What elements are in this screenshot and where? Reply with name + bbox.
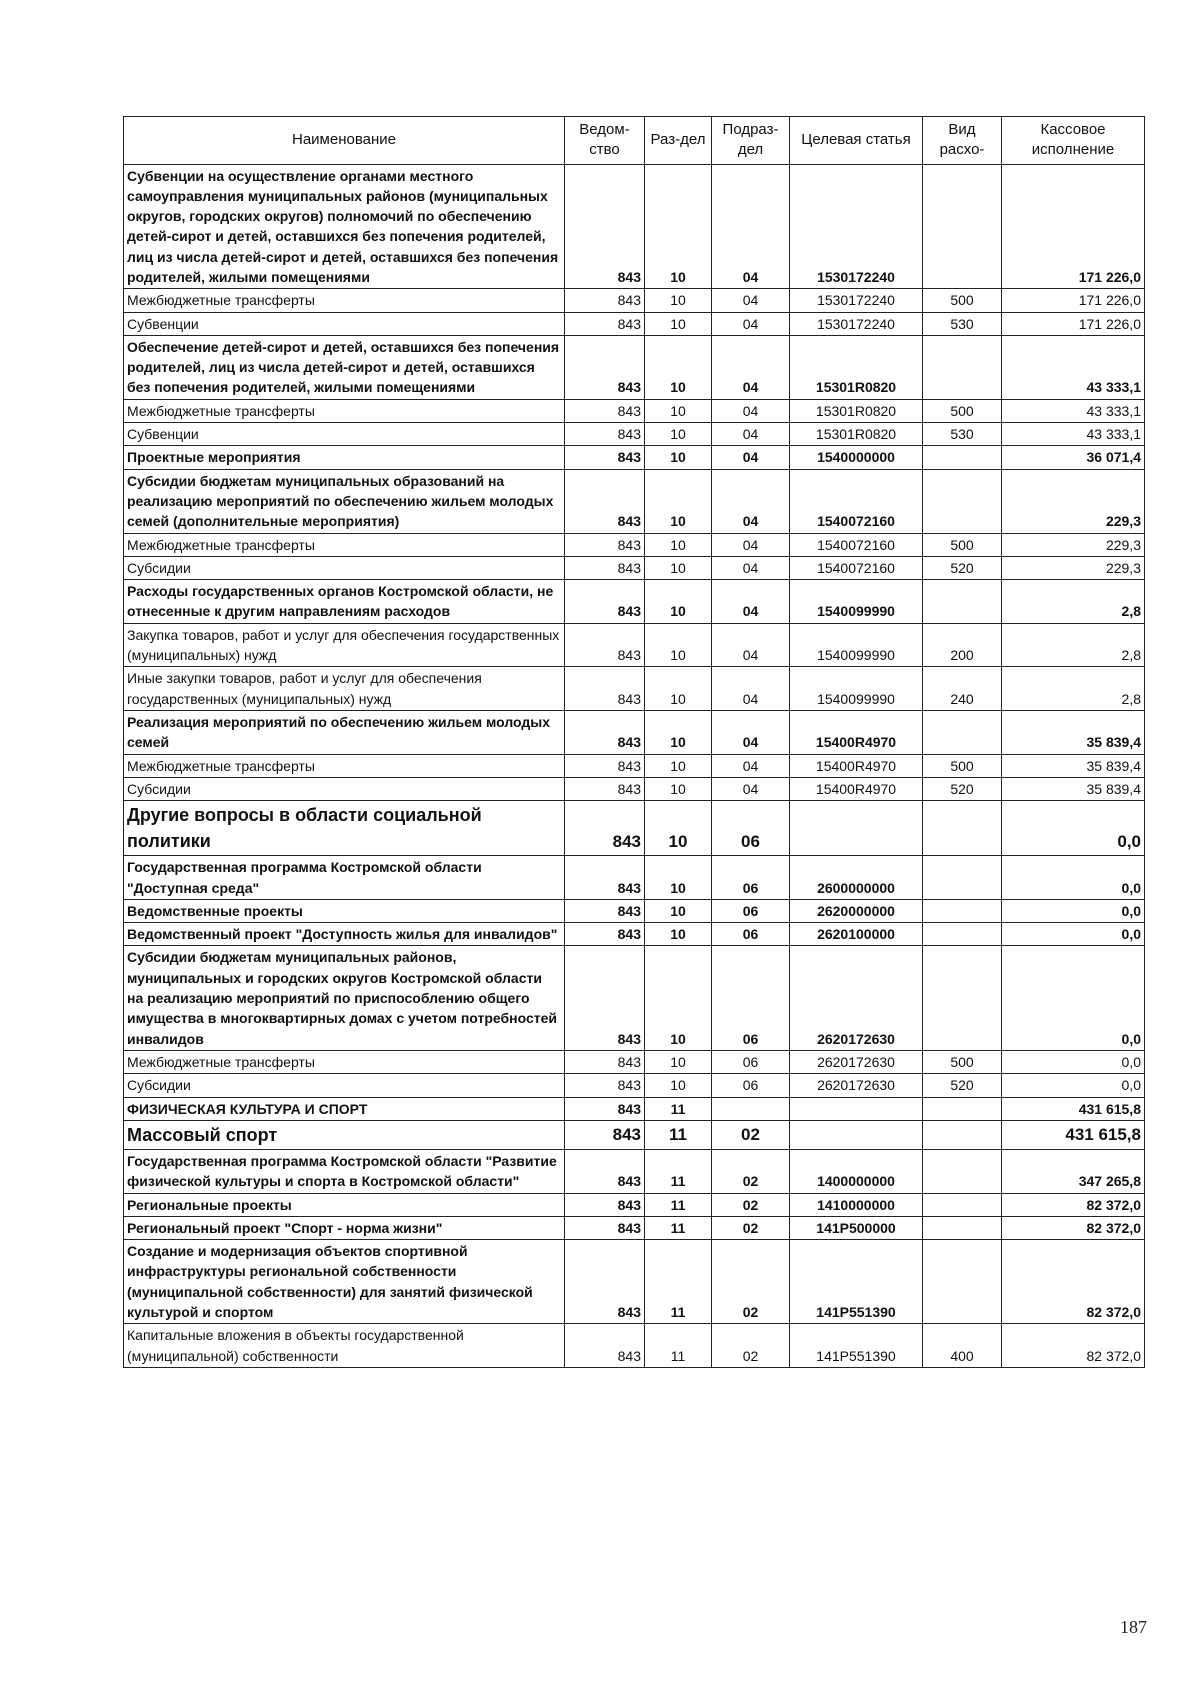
row-podrazdel: 04 bbox=[712, 423, 790, 446]
row-celevaya-statya: 1530172240 bbox=[790, 312, 923, 335]
row-vedomstvo: 843 bbox=[565, 667, 645, 711]
row-razdel: 10 bbox=[645, 946, 712, 1050]
row-name: Проектные мероприятия bbox=[124, 446, 565, 469]
header-kassovoe-ispolnenie: Кассовое исполнение bbox=[1002, 117, 1145, 165]
header-razdel: Раз-дел bbox=[645, 117, 712, 165]
row-podrazdel: 04 bbox=[712, 312, 790, 335]
row-vedomstvo: 843 bbox=[565, 399, 645, 422]
row-summa: 431 615,8 bbox=[1002, 1120, 1145, 1149]
row-vedomstvo: 843 bbox=[565, 1240, 645, 1324]
row-name: Ведомственный проект "Доступность жилья для инвалидов" bbox=[124, 923, 565, 946]
row-name: Субсидии bbox=[124, 1074, 565, 1097]
table-row bbox=[124, 1120, 1145, 1149]
row-name: Субсидии bbox=[124, 777, 565, 800]
row-razdel: 10 bbox=[645, 469, 712, 533]
row-name: Государственная программа Костромской области "Доступная среда" bbox=[124, 856, 565, 900]
row-razdel: 11 bbox=[645, 1216, 712, 1239]
row-vid-rashodov bbox=[923, 1240, 1002, 1324]
table-row bbox=[124, 1216, 1145, 1239]
row-vedomstvo: 843 bbox=[565, 1050, 645, 1073]
header-podrazdel: Подраз-дел bbox=[712, 117, 790, 165]
row-podrazdel: 06 bbox=[712, 856, 790, 900]
row-name: Ведомственные проекты bbox=[124, 899, 565, 922]
row-celevaya-statya bbox=[790, 1120, 923, 1149]
row-podrazdel: 02 bbox=[712, 1324, 790, 1368]
row-summa: 171 226,0 bbox=[1002, 164, 1145, 289]
header-vid-rashodov: Вид расхо- bbox=[923, 117, 1002, 165]
row-vedomstvo: 843 bbox=[565, 946, 645, 1050]
row-name: Субвенции bbox=[124, 312, 565, 335]
row-celevaya-statya: 15301R0820 bbox=[790, 423, 923, 446]
row-celevaya-statya: 2620172630 bbox=[790, 1050, 923, 1073]
row-vedomstvo: 843 bbox=[565, 1097, 645, 1120]
row-razdel: 11 bbox=[645, 1149, 712, 1193]
table-row bbox=[124, 164, 1145, 289]
table-row bbox=[124, 446, 1145, 469]
table-row bbox=[124, 1050, 1145, 1073]
row-summa: 35 839,4 bbox=[1002, 710, 1145, 754]
row-vedomstvo: 843 bbox=[565, 423, 645, 446]
row-vedomstvo: 843 bbox=[565, 469, 645, 533]
row-summa: 36 071,4 bbox=[1002, 446, 1145, 469]
row-celevaya-statya: 2620172630 bbox=[790, 1074, 923, 1097]
row-razdel: 10 bbox=[645, 710, 712, 754]
row-vedomstvo: 843 bbox=[565, 1149, 645, 1193]
row-vid-rashodov: 500 bbox=[923, 1050, 1002, 1073]
row-razdel: 10 bbox=[645, 335, 712, 399]
row-vid-rashodov bbox=[923, 1216, 1002, 1239]
row-vedomstvo: 843 bbox=[565, 754, 645, 777]
table-row bbox=[124, 533, 1145, 556]
row-celevaya-statya: 1540000000 bbox=[790, 446, 923, 469]
row-vedomstvo: 843 bbox=[565, 335, 645, 399]
row-celevaya-statya: 141P551390 bbox=[790, 1324, 923, 1368]
row-razdel: 10 bbox=[645, 923, 712, 946]
table-row bbox=[124, 556, 1145, 579]
row-celevaya-statya: 15400R4970 bbox=[790, 754, 923, 777]
row-razdel: 10 bbox=[645, 754, 712, 777]
row-razdel: 11 bbox=[645, 1240, 712, 1324]
row-name: Расходы государственных органов Костромской области, не отнесенные к другим направлениям расходов bbox=[124, 580, 565, 624]
row-vid-rashodov: 530 bbox=[923, 423, 1002, 446]
row-summa: 82 372,0 bbox=[1002, 1193, 1145, 1216]
row-name: Массовый спорт bbox=[124, 1120, 565, 1149]
row-razdel: 10 bbox=[645, 667, 712, 711]
table-row bbox=[124, 423, 1145, 446]
row-razdel: 11 bbox=[645, 1120, 712, 1149]
page-number: 187 bbox=[1120, 1617, 1147, 1637]
row-summa: 35 839,4 bbox=[1002, 754, 1145, 777]
row-vedomstvo: 843 bbox=[565, 899, 645, 922]
row-vid-rashodov: 500 bbox=[923, 533, 1002, 556]
row-vedomstvo: 843 bbox=[565, 1074, 645, 1097]
row-vedomstvo: 843 bbox=[565, 446, 645, 469]
row-vedomstvo: 843 bbox=[565, 1120, 645, 1149]
row-vid-rashodov bbox=[923, 164, 1002, 289]
row-name: Межбюджетные трансферты bbox=[124, 1050, 565, 1073]
row-podrazdel bbox=[712, 1097, 790, 1120]
table-row bbox=[124, 1240, 1145, 1324]
row-podrazdel: 04 bbox=[712, 469, 790, 533]
row-podrazdel: 04 bbox=[712, 580, 790, 624]
row-celevaya-statya: 1540099990 bbox=[790, 580, 923, 624]
row-razdel: 10 bbox=[645, 399, 712, 422]
row-podrazdel: 06 bbox=[712, 899, 790, 922]
row-name: Субсидии бюджетам муниципальных образований на реализацию мероприятий по обеспечению жильем молодых семей (дополнительные мероприятия) bbox=[124, 469, 565, 533]
table-row bbox=[124, 1149, 1145, 1193]
table-row bbox=[124, 856, 1145, 900]
row-name: Региональный проект "Спорт - норма жизни" bbox=[124, 1216, 565, 1239]
row-podrazdel: 02 bbox=[712, 1149, 790, 1193]
row-razdel: 10 bbox=[645, 423, 712, 446]
row-podrazdel: 02 bbox=[712, 1193, 790, 1216]
row-podrazdel: 02 bbox=[712, 1216, 790, 1239]
row-razdel: 10 bbox=[645, 777, 712, 800]
row-summa: 82 372,0 bbox=[1002, 1216, 1145, 1239]
row-vid-rashodov bbox=[923, 1097, 1002, 1120]
table-row bbox=[124, 1074, 1145, 1097]
row-summa: 0,0 bbox=[1002, 923, 1145, 946]
row-razdel: 10 bbox=[645, 556, 712, 579]
table-row bbox=[124, 923, 1145, 946]
row-name: Межбюджетные трансферты bbox=[124, 754, 565, 777]
row-celevaya-statya: 15301R0820 bbox=[790, 399, 923, 422]
row-name: Региональные проекты bbox=[124, 1193, 565, 1216]
row-vedomstvo: 843 bbox=[565, 164, 645, 289]
row-podrazdel: 04 bbox=[712, 710, 790, 754]
row-summa: 347 265,8 bbox=[1002, 1149, 1145, 1193]
row-vedomstvo: 843 bbox=[565, 923, 645, 946]
table-row bbox=[124, 399, 1145, 422]
table-row bbox=[124, 1193, 1145, 1216]
row-vid-rashodov bbox=[923, 710, 1002, 754]
row-vid-rashodov bbox=[923, 1120, 1002, 1149]
row-vedomstvo: 843 bbox=[565, 1193, 645, 1216]
table-row bbox=[124, 289, 1145, 312]
row-razdel: 10 bbox=[645, 580, 712, 624]
row-summa: 2,8 bbox=[1002, 580, 1145, 624]
row-vid-rashodov bbox=[923, 1193, 1002, 1216]
row-vid-rashodov bbox=[923, 946, 1002, 1050]
row-vedomstvo: 843 bbox=[565, 623, 645, 667]
row-podrazdel: 04 bbox=[712, 289, 790, 312]
row-summa: 0,0 bbox=[1002, 856, 1145, 900]
table-row bbox=[124, 754, 1145, 777]
row-summa: 431 615,8 bbox=[1002, 1097, 1145, 1120]
row-podrazdel: 04 bbox=[712, 446, 790, 469]
row-razdel: 11 bbox=[645, 1324, 712, 1368]
row-name: Межбюджетные трансферты bbox=[124, 289, 565, 312]
row-vedomstvo: 843 bbox=[565, 1324, 645, 1368]
table-row bbox=[124, 801, 1145, 856]
row-vid-rashodov: 500 bbox=[923, 289, 1002, 312]
row-name: Межбюджетные трансферты bbox=[124, 399, 565, 422]
row-celevaya-statya: 2620172630 bbox=[790, 946, 923, 1050]
row-summa: 171 226,0 bbox=[1002, 289, 1145, 312]
row-razdel: 10 bbox=[645, 1074, 712, 1097]
row-podrazdel: 04 bbox=[712, 667, 790, 711]
table-row bbox=[124, 1097, 1145, 1120]
row-vedomstvo: 843 bbox=[565, 710, 645, 754]
row-razdel: 11 bbox=[645, 1097, 712, 1120]
row-razdel: 10 bbox=[645, 533, 712, 556]
row-summa: 43 333,1 bbox=[1002, 423, 1145, 446]
row-razdel: 10 bbox=[645, 164, 712, 289]
row-razdel: 10 bbox=[645, 899, 712, 922]
row-vid-rashodov: 520 bbox=[923, 556, 1002, 579]
row-summa: 82 372,0 bbox=[1002, 1240, 1145, 1324]
row-vid-rashodov: 520 bbox=[923, 777, 1002, 800]
row-vedomstvo: 843 bbox=[565, 533, 645, 556]
row-celevaya-statya bbox=[790, 1097, 923, 1120]
row-podrazdel: 06 bbox=[712, 923, 790, 946]
row-summa: 229,3 bbox=[1002, 469, 1145, 533]
row-razdel: 11 bbox=[645, 1193, 712, 1216]
row-summa: 2,8 bbox=[1002, 667, 1145, 711]
row-podrazdel: 06 bbox=[712, 801, 790, 856]
table-row bbox=[124, 469, 1145, 533]
row-name: Субсидии бюджетам муниципальных районов, муниципальных и городских округов Костромской области на реализацию мероприятий по приспособлению общего имущества в многоквартирных домах с учетом потребностей инвалидов bbox=[124, 946, 565, 1050]
row-vedomstvo: 843 bbox=[565, 777, 645, 800]
row-podrazdel: 04 bbox=[712, 754, 790, 777]
row-podrazdel: 06 bbox=[712, 1074, 790, 1097]
row-celevaya-statya: 1410000000 bbox=[790, 1193, 923, 1216]
row-podrazdel: 04 bbox=[712, 399, 790, 422]
row-celevaya-statya: 141P551390 bbox=[790, 1240, 923, 1324]
budget-table bbox=[123, 116, 1145, 1368]
row-celevaya-statya: 15400R4970 bbox=[790, 710, 923, 754]
table-row bbox=[124, 580, 1145, 624]
row-podrazdel: 06 bbox=[712, 1050, 790, 1073]
row-razdel: 10 bbox=[645, 1050, 712, 1073]
row-summa: 82 372,0 bbox=[1002, 1324, 1145, 1368]
row-celevaya-statya: 1540072160 bbox=[790, 556, 923, 579]
row-vedomstvo: 843 bbox=[565, 1216, 645, 1239]
row-vid-rashodov bbox=[923, 1149, 1002, 1193]
row-celevaya-statya: 1530172240 bbox=[790, 289, 923, 312]
row-celevaya-statya: 1540099990 bbox=[790, 623, 923, 667]
row-name: Субвенции на осуществление органами местного самоуправления муниципальных районов (муниципальных округов, городских округов) полномочий по обеспечению детей-сирот и детей, оставшихся без попечения родителей, лиц из числа детей-сирот и детей, оставшихся без попечения родителей, жилыми помещениями bbox=[124, 164, 565, 289]
header-celevaya-statya: Целевая статья bbox=[790, 117, 923, 165]
row-summa: 2,8 bbox=[1002, 623, 1145, 667]
row-celevaya-statya: 1540072160 bbox=[790, 533, 923, 556]
table-row bbox=[124, 946, 1145, 1050]
row-vid-rashodov: 500 bbox=[923, 754, 1002, 777]
row-name: Межбюджетные трансферты bbox=[124, 533, 565, 556]
row-podrazdel: 06 bbox=[712, 946, 790, 1050]
row-celevaya-statya: 1540072160 bbox=[790, 469, 923, 533]
table-row bbox=[124, 667, 1145, 711]
row-summa: 171 226,0 bbox=[1002, 312, 1145, 335]
row-vid-rashodov bbox=[923, 856, 1002, 900]
row-vid-rashodov: 530 bbox=[923, 312, 1002, 335]
row-summa: 43 333,1 bbox=[1002, 335, 1145, 399]
table-row bbox=[124, 335, 1145, 399]
row-summa: 0,0 bbox=[1002, 1050, 1145, 1073]
row-celevaya-statya: 1530172240 bbox=[790, 164, 923, 289]
row-vedomstvo: 843 bbox=[565, 289, 645, 312]
row-celevaya-statya: 2620000000 bbox=[790, 899, 923, 922]
row-vid-rashodov: 200 bbox=[923, 623, 1002, 667]
row-razdel: 10 bbox=[645, 856, 712, 900]
row-celevaya-statya bbox=[790, 801, 923, 856]
table-header-row bbox=[124, 117, 1145, 165]
row-vid-rashodov bbox=[923, 469, 1002, 533]
row-celevaya-statya: 1400000000 bbox=[790, 1149, 923, 1193]
row-summa: 229,3 bbox=[1002, 556, 1145, 579]
row-summa: 35 839,4 bbox=[1002, 777, 1145, 800]
row-summa: 43 333,1 bbox=[1002, 399, 1145, 422]
row-vid-rashodov bbox=[923, 335, 1002, 399]
row-vedomstvo: 843 bbox=[565, 856, 645, 900]
row-razdel: 10 bbox=[645, 446, 712, 469]
row-name: ФИЗИЧЕСКАЯ КУЛЬТУРА И СПОРТ bbox=[124, 1097, 565, 1120]
row-summa: 229,3 bbox=[1002, 533, 1145, 556]
row-name: Закупка товаров, работ и услуг для обеспечения государственных (муниципальных) нужд bbox=[124, 623, 565, 667]
table-row bbox=[124, 710, 1145, 754]
row-vid-rashodov bbox=[923, 801, 1002, 856]
row-name: Иные закупки товаров, работ и услуг для обеспечения государственных (муниципальных) нужд bbox=[124, 667, 565, 711]
row-name: Государственная программа Костромской области "Развитие физической культуры и спорта в Костромской области" bbox=[124, 1149, 565, 1193]
row-name: Капитальные вложения в объекты государственной (муниципальной) собственности bbox=[124, 1324, 565, 1368]
row-vid-rashodov: 400 bbox=[923, 1324, 1002, 1368]
row-celevaya-statya: 1540099990 bbox=[790, 667, 923, 711]
row-name: Реализация мероприятий по обеспечению жильем молодых семей bbox=[124, 710, 565, 754]
row-vid-rashodov bbox=[923, 899, 1002, 922]
table-row bbox=[124, 1324, 1145, 1368]
row-podrazdel: 04 bbox=[712, 335, 790, 399]
table-row bbox=[124, 777, 1145, 800]
row-celevaya-statya: 141P500000 bbox=[790, 1216, 923, 1239]
row-podrazdel: 04 bbox=[712, 777, 790, 800]
row-podrazdel: 04 bbox=[712, 533, 790, 556]
table-row bbox=[124, 623, 1145, 667]
row-name: Субвенции bbox=[124, 423, 565, 446]
row-name: Создание и модернизация объектов спортивной инфраструктуры региональной собственности (муниципальной собственности) для занятий физической культурой и спортом bbox=[124, 1240, 565, 1324]
row-vid-rashodov: 520 bbox=[923, 1074, 1002, 1097]
row-vid-rashodov bbox=[923, 923, 1002, 946]
row-vedomstvo: 843 bbox=[565, 556, 645, 579]
row-vedomstvo: 843 bbox=[565, 312, 645, 335]
row-razdel: 10 bbox=[645, 312, 712, 335]
row-celevaya-statya: 15301R0820 bbox=[790, 335, 923, 399]
row-summa: 0,0 bbox=[1002, 1074, 1145, 1097]
row-vedomstvo: 843 bbox=[565, 580, 645, 624]
row-razdel: 10 bbox=[645, 289, 712, 312]
row-podrazdel: 04 bbox=[712, 556, 790, 579]
row-vid-rashodov bbox=[923, 446, 1002, 469]
row-podrazdel: 04 bbox=[712, 164, 790, 289]
row-vid-rashodov: 240 bbox=[923, 667, 1002, 711]
row-vid-rashodov bbox=[923, 580, 1002, 624]
header-vedomstvo: Ведом-ство bbox=[565, 117, 645, 165]
row-podrazdel: 02 bbox=[712, 1240, 790, 1324]
row-summa: 0,0 bbox=[1002, 946, 1145, 1050]
row-summa: 0,0 bbox=[1002, 801, 1145, 856]
row-celevaya-statya: 15400R4970 bbox=[790, 777, 923, 800]
row-razdel: 10 bbox=[645, 801, 712, 856]
row-vid-rashodov: 500 bbox=[923, 399, 1002, 422]
table-row bbox=[124, 312, 1145, 335]
row-razdel: 10 bbox=[645, 623, 712, 667]
row-name: Другие вопросы в области социальной политики bbox=[124, 801, 565, 856]
row-podrazdel: 02 bbox=[712, 1120, 790, 1149]
table-row bbox=[124, 899, 1145, 922]
row-celevaya-statya: 2600000000 bbox=[790, 856, 923, 900]
row-podrazdel: 04 bbox=[712, 623, 790, 667]
row-summa: 0,0 bbox=[1002, 899, 1145, 922]
row-name: Обеспечение детей-сирот и детей, оставшихся без попечения родителей, лиц из числа детей-сирот и детей, оставшихся без попечения родителей, жилыми помещениями bbox=[124, 335, 565, 399]
row-celevaya-statya: 2620100000 bbox=[790, 923, 923, 946]
row-name: Субсидии bbox=[124, 556, 565, 579]
row-vedomstvo: 843 bbox=[565, 801, 645, 856]
header-name: Наименование bbox=[124, 117, 565, 165]
